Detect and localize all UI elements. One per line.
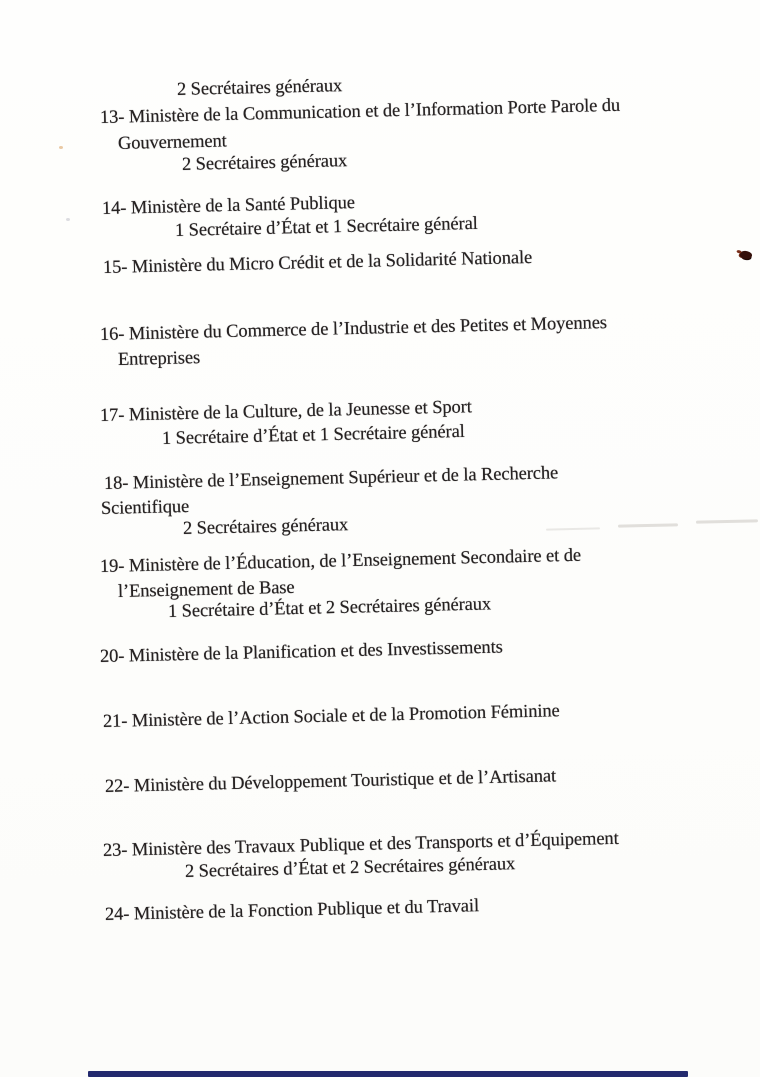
secretaries-line-17: 1 Secrétaire d’État et 1 Secrétaire général — [161, 421, 465, 449]
ministry-line-16-cont: Entreprises — [117, 348, 201, 370]
ministry-line-22: 22- Ministère du Développement Touristique et de l’Artisanat — [104, 766, 557, 797]
ministry-line-19: 19- Ministère de l’Éducation, de l’Enseignement Secondaire et de — [99, 545, 582, 577]
ministry-line-15: 15- Ministère du Micro Crédit et de la Solidarité Nationale — [102, 247, 533, 278]
ink-blot — [739, 250, 753, 261]
bottom-scan-bar — [88, 1071, 688, 1077]
ministry-line-13-cont: Gouvernement — [117, 131, 227, 154]
ministry-line-13: 13- Ministère de la Communication et de l’Information Porte Parole du — [99, 95, 621, 128]
ministry-line-18: 18- Ministère de l’Enseignement Supérieur et de la Recherche — [103, 463, 559, 494]
secretaries-line-18: 2 Secrétaires généraux — [182, 515, 349, 539]
ministry-line-23: 23- Ministère des Travaux Publique et des Transports et d’Équipement — [102, 828, 619, 861]
ministry-line-24: 24- Ministère de la Fonction Publique et du Travail — [104, 896, 480, 925]
ministry-line-18-cont: Scientifique — [100, 496, 190, 519]
ministry-line-20: 20- Ministère de la Planification et des Investissements — [99, 637, 503, 667]
secretaries-line-19: 1 Secrétaire d’État et 2 Secrétaires généraux — [167, 594, 492, 622]
scan-streak — [696, 519, 758, 523]
ministry-line-16: 16- Ministère du Commerce de l’Industrie et des Petites et Moyennes — [99, 313, 608, 345]
scan-streak — [618, 523, 678, 527]
paper-speck — [66, 218, 70, 221]
ink-blot-tail — [736, 250, 742, 254]
ministry-line-14: 14- Ministère de la Santé Publique — [101, 193, 356, 219]
secretaries-line-14: 1 Secrétaire d’État et 1 Secrétaire général — [174, 213, 478, 241]
ministry-line-17: 17- Ministère de la Culture, de la Jeunesse et Sport — [99, 397, 473, 426]
secretaries-line-12: 2 Secrétaires généraux — [176, 76, 343, 100]
scan-streak — [546, 527, 600, 530]
ministry-line-19-cont: l’Enseignement de Base — [117, 577, 295, 602]
ministry-line-21: 21- Ministère de l’Action Sociale et de la Promotion Féminine — [102, 701, 560, 732]
paper-speck — [59, 146, 63, 149]
secretaries-line-23: 2 Secrétaires d’État et 2 Secrétaires généraux — [184, 854, 516, 882]
secretaries-line-13: 2 Secrétaires généraux — [181, 151, 348, 175]
